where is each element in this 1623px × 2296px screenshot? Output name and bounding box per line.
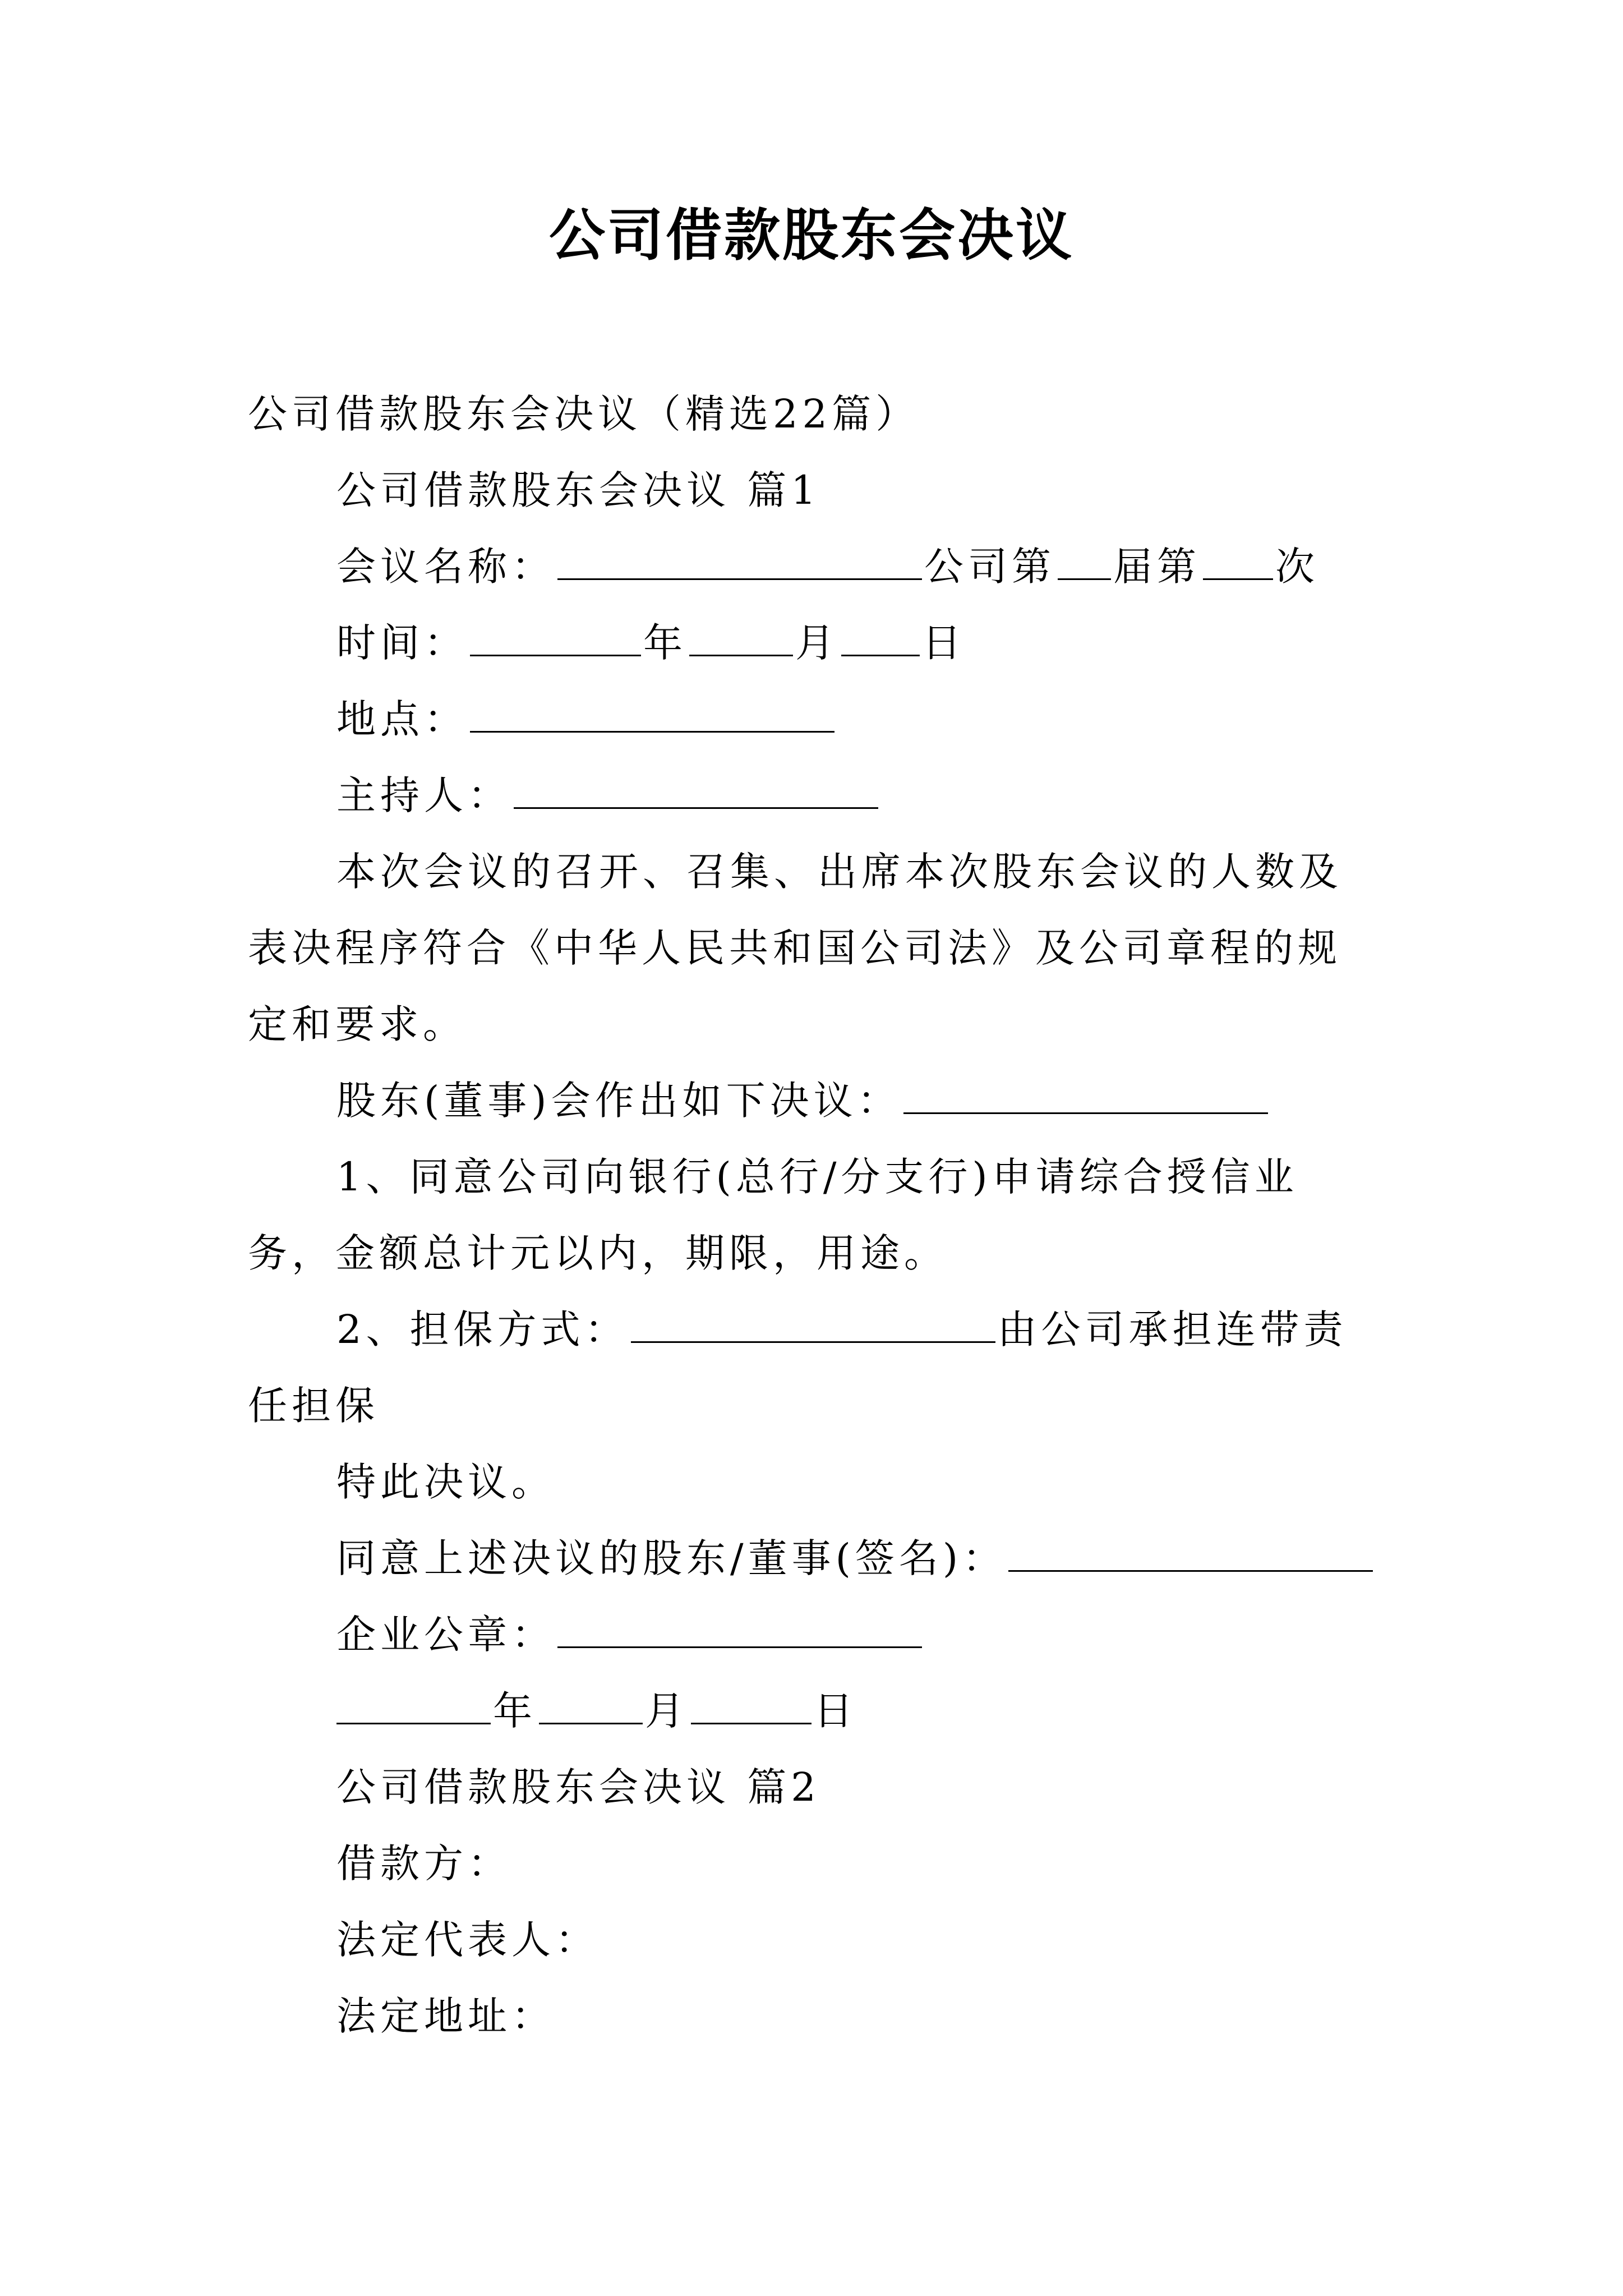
time-line — [248, 605, 1375, 681]
chapter1-heading — [248, 452, 1375, 528]
host-line — [248, 757, 1375, 834]
seal-blank — [557, 1646, 922, 1648]
chapter2-heading-text: 公司借款股东会决议 篇2 — [336, 1764, 820, 1810]
times-blank — [1203, 578, 1273, 580]
subtitle-text: 公司借款股东会决议（精选22篇） — [248, 391, 920, 437]
seal-label: 企业公章： — [336, 1612, 555, 1658]
time-label: 时间： — [336, 620, 468, 666]
document-subtitle — [248, 376, 1375, 452]
borrower-line — [248, 1825, 1375, 1902]
legal-address-line — [248, 1978, 1375, 2054]
legal-rep-line — [248, 1902, 1375, 1978]
date-line — [248, 1673, 1375, 1749]
day-blank — [841, 654, 920, 656]
sign-label: 同意上述决议的股东/董事(签名)： — [336, 1535, 1007, 1581]
year-label: 年 — [643, 620, 687, 666]
place-blank — [470, 730, 834, 733]
meeting-name-blank — [557, 578, 922, 580]
meeting-name-line — [248, 528, 1375, 605]
legal-address-label: 法定地址： — [336, 1993, 555, 2039]
resolution-label: 股东(董事)会作出如下决议： — [336, 1078, 901, 1124]
host-label: 主持人： — [336, 772, 511, 818]
special-line — [248, 1444, 1375, 1520]
date-year-label: 年 — [493, 1688, 537, 1734]
chapter2-heading — [248, 1749, 1375, 1825]
session-blank — [1058, 578, 1111, 580]
date-day-label: 日 — [814, 1688, 857, 1734]
meeting-name-label: 会议名称： — [336, 544, 555, 590]
resolution-line — [248, 1062, 1375, 1139]
date-month-label: 月 — [645, 1688, 689, 1734]
sign-line — [248, 1520, 1375, 1596]
place-line — [248, 681, 1375, 757]
month-blank — [689, 654, 793, 656]
borrower-label: 借款方： — [336, 1841, 511, 1887]
place-label: 地点： — [336, 696, 468, 742]
chapter1-heading-text: 公司借款股东会决议 篇1 — [336, 467, 820, 513]
host-blank — [514, 807, 878, 809]
date-day-blank — [691, 1722, 811, 1724]
special-text: 特此决议。 — [336, 1459, 555, 1505]
document-title: 公司借款股东会决议 — [549, 203, 1074, 268]
month-label: 月 — [795, 620, 839, 666]
year-blank — [470, 654, 641, 656]
meeting-name-company: 公司第 — [924, 544, 1055, 590]
seal-line — [248, 1596, 1375, 1673]
paragraph-procedure: 本次会议的召开、召集、出席本次股东会议的人数及表决程序符合《中华人民共和国公司法》及公司章程的规定和要求。 — [248, 849, 1343, 1047]
legal-rep-label: 法定代表人： — [336, 1917, 599, 1963]
resolution-blank — [903, 1112, 1268, 1114]
day-label: 日 — [922, 620, 966, 666]
date-year-blank — [336, 1722, 491, 1724]
sign-blank — [1008, 1570, 1373, 1572]
item2-paragraph — [248, 1291, 1375, 1444]
meeting-name-times: 次 — [1275, 544, 1319, 590]
meeting-name-session: 届第 — [1113, 544, 1201, 590]
guarantee-blank — [631, 1341, 995, 1343]
item2-text: 由公司承担连带责任担保 — [248, 1306, 1348, 1429]
item1-paragraph: 1、同意公司向银行(总行/分支行)申请综合授信业务，金额总计元以内，期限，用途。 — [248, 1154, 1298, 1276]
item2-label: 2、担保方式： — [336, 1306, 629, 1352]
date-month-blank — [539, 1722, 643, 1724]
